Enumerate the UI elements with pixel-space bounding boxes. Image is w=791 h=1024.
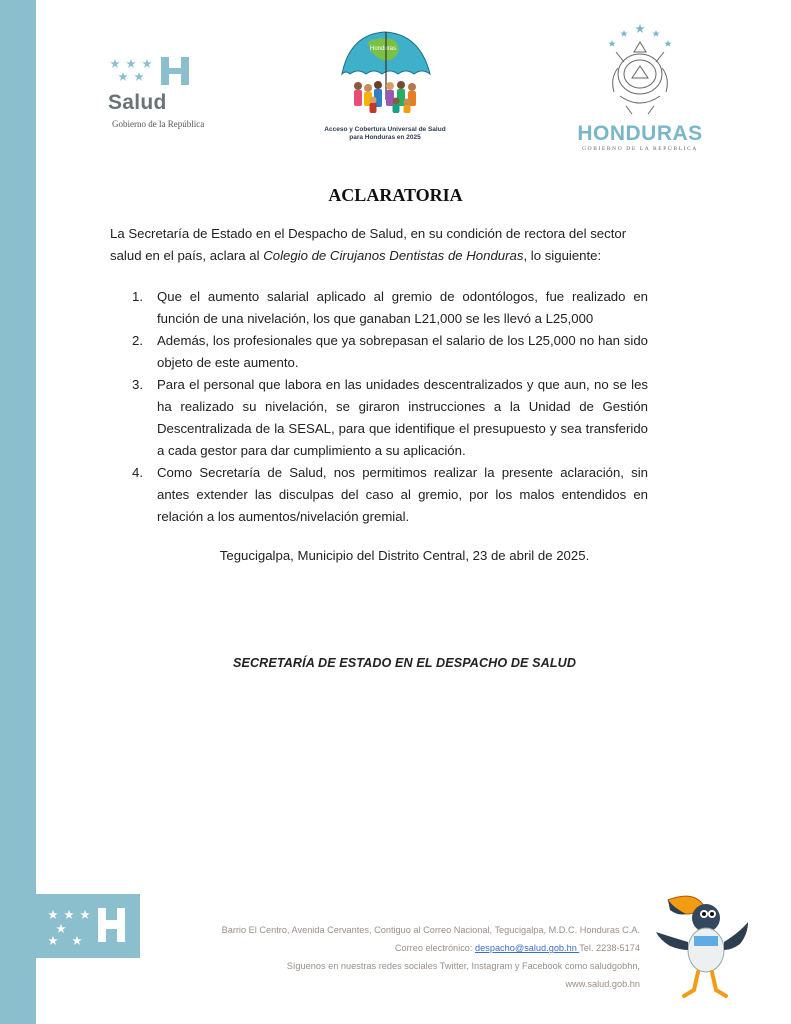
list-item-text: Que el aumento salarial aplicado al gremio de odontólogos, fue realizado en función de una nivelación, los que ganaban L21,000 se les llevó a L25,000 (157, 289, 648, 326)
list-item-text: Además, los profesionales que ya sobrepasan el salario de los L25,000 no han sido objeto de este aumento. (157, 333, 648, 370)
toucan-mascot (648, 892, 756, 1002)
honduras-gov-text: GOBIERNO DE LA REPÚBLICA (582, 146, 698, 152)
footer-stars-h-icon (36, 894, 140, 958)
honduras-logo-text: HONDURAS (577, 122, 703, 145)
signature-line: SECRETARÍA DE ESTADO EN EL DESPACHO DE SALUD (232, 656, 577, 670)
footer-email-link[interactable]: despacho@salud.gob.hn (475, 943, 580, 953)
footer-address: Barrio El Centro, Avenida Cervantes, Contiguo al Correo Nacional, Tegucigalpa, M.D.C. Honduras C.A. (221, 925, 640, 935)
footer-social: Síguenos en nuestras redes sociales Twitter, Instagram y Facebook como saludgobhn, (286, 961, 640, 971)
universal-health-logo (310, 30, 460, 148)
list-item-number: 1. (132, 289, 143, 304)
intro-paragraph (110, 223, 648, 267)
footer-contact-block (150, 921, 640, 993)
intro-text-start: La Secretaría de Estado en el Despacho de Salud, en su condición de rectora del sector salud en el país, aclara al (110, 226, 627, 263)
caption-line-2: para Honduras en 2025 (349, 134, 421, 141)
caption-line-1: Acceso y Cobertura Universal de Salud (324, 126, 446, 133)
umbrella-people-icon (310, 30, 460, 126)
list-item-text: Para el personal que labora en las unidades descentralizados y que aun, no se les ha realizado su nivelación, se giraron instrucciones a la Unidad de Gestión Descentralizada de la SESAL, para que identifique el presupuesto y sea transferido a cada gestor para dar cumplimiento a su aplicación. (157, 377, 648, 458)
map-label: Honduras (369, 46, 397, 52)
footer-email-label: Correo electrónico: (394, 943, 476, 953)
salud-stars-h-icon (108, 55, 198, 91)
salud-gov-text: Gobierno de la República (112, 119, 205, 129)
list-item (110, 330, 648, 374)
footer-email-line (150, 939, 640, 957)
list-item (110, 374, 648, 462)
clarification-list (110, 286, 648, 528)
salud-logo-text: Salud (108, 91, 167, 114)
list-item-number: 2. (132, 333, 143, 348)
salud-logo (108, 55, 228, 135)
list-item (110, 286, 648, 330)
footer-website[interactable]: www.salud.gob.hn (565, 979, 640, 989)
list-item-text: Como Secretaría de Salud, nos permitimos realizar la presente aclaración, sin antes extender las disculpas del caso al gremio, por los malos entendidos en relación a los aumentos/nivelación gremial. (157, 465, 648, 524)
intro-text-end: , lo siguiente: (523, 248, 602, 263)
toucan-mascot-icon (648, 892, 756, 1002)
footer-phone: Tel. 2238-5174 (579, 943, 640, 953)
list-item-number: 3. (132, 377, 143, 392)
left-accent-bar (0, 0, 36, 1024)
document-title: ACLARATORIA (328, 185, 463, 205)
place-date-line: Tegucigalpa, Municipio del Distrito Central, 23 de abril de 2025. (219, 548, 590, 563)
coat-of-arms-icon (560, 22, 720, 122)
footer-logo-band (36, 894, 140, 958)
list-item-number: 4. (132, 465, 143, 480)
intro-italic-college: Colegio de Cirujanos Dentistas de Honduras (263, 248, 524, 263)
universal-health-caption (310, 126, 460, 142)
honduras-government-logo (560, 22, 720, 162)
list-item (110, 462, 648, 528)
